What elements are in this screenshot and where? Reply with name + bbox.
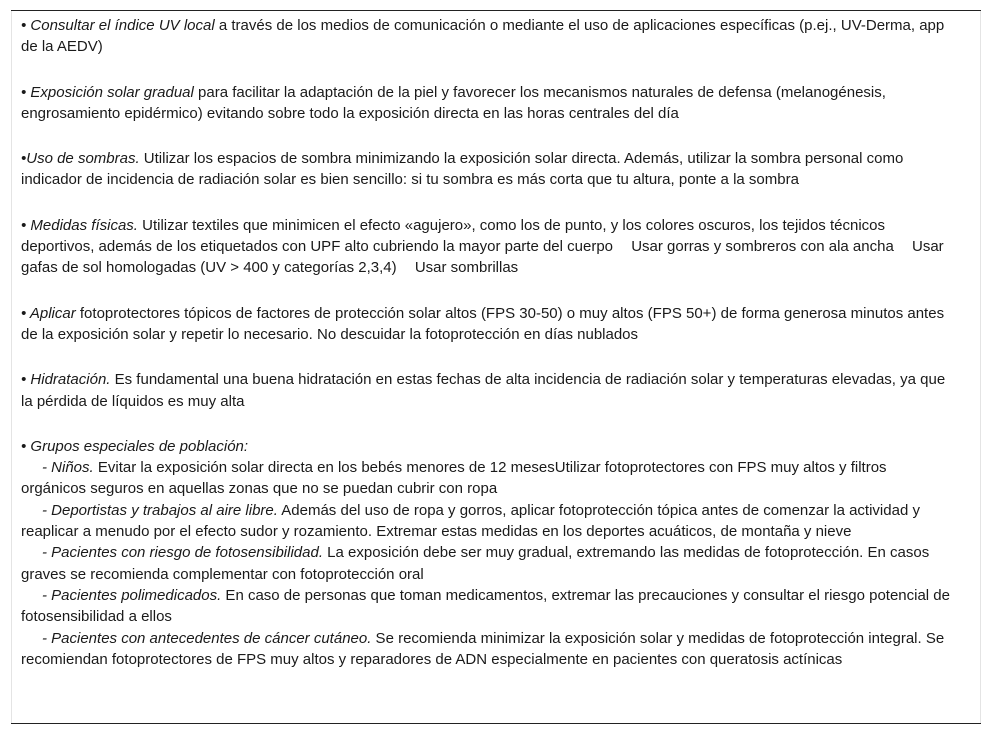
- item-text: Utilizar los espacios de sombra minimizando la exposición solar directa. Además, utilizar la sombra personal como indicador de incidencia de radiación solar es bien sencillo: si tu sombra es más corta que tu altura, ponte a la sombra: [21, 150, 904, 189]
- group-children: [21, 457, 951, 500]
- group-skin-cancer-history: [21, 628, 951, 671]
- group-text: Además del uso de ropa y gorros, aplicar fotoprotección tópica antes de comenzar la actividad y reaplicar a menudo por el efecto sudor y rozamiento. Extremar estas medidas en los deportes acuáticos, de montaña y nieve: [21, 501, 920, 541]
- item-lead: • Medidas físicas.: [21, 216, 138, 234]
- item-umbrellas: Usar sombrillas: [414, 259, 519, 277]
- item-special-groups: [21, 436, 951, 670]
- item-hats: Usar gorras y sombreros con ala ancha: [631, 238, 894, 256]
- item-lead: • Aplicar: [21, 304, 76, 322]
- group-lead: - Niños.: [42, 459, 94, 477]
- item-glasses: Usar gafas de sol homologadas (UV > 400 y categorías 2,3,4): [21, 238, 944, 277]
- item-physical-measures: [21, 215, 951, 279]
- group-text: Se recomienda minimizar la exposición solar y medidas de fotoprotección integral. Se recomiendan fotoprotectores de FPS muy altos y reparadores de ADN especialmente en pacientes con queratosis actínicas: [21, 629, 945, 668]
- item-text: Utilizar textiles que minimicen el efecto «agujero», como los de punto, y los colores oscuros, los tejidos técnicos deportivos, además de los etiquetados con UPF alto cubriendo la mayor parte del cuerpo: [21, 216, 885, 256]
- recommendations-cell: [21, 15, 951, 670]
- item-apply-sunscreen: [21, 303, 951, 346]
- item-gradual-exposure: [21, 82, 951, 125]
- item-lead: •Uso de sombras.: [21, 150, 140, 168]
- item-hydration: [21, 369, 951, 412]
- recommendations-table: [11, 10, 981, 724]
- group-text: Evitar la exposición solar directa en los bebés menores de 12 mesesUtilizar fotoprotectores con FPS muy altos y filtros orgánicos seguros en aquellas zonas que no se puedan cubrir con ropa: [21, 459, 887, 498]
- item-text: a través de los medios de comunicación o mediante el uso de aplicaciones específicas (p.ej., UV-Derma, app de la AEDV): [21, 17, 945, 56]
- item-lead: • Exposición solar gradual: [21, 83, 194, 101]
- group-text: La exposición debe ser muy gradual, extremando las medidas de fotoprotección. En casos graves se recomienda complementar con fotoprotección oral: [21, 544, 930, 583]
- group-lead: - Pacientes con riesgo de fotosensibilidad.: [42, 544, 324, 562]
- item-lead: • Hidratación.: [21, 371, 111, 389]
- item-uv-index: [21, 15, 951, 58]
- group-photosensitivity: [21, 542, 951, 585]
- group-polymedicated: [21, 585, 951, 628]
- groups-lead: • Grupos especiales de población:: [21, 437, 249, 455]
- item-shade: [21, 148, 951, 191]
- group-athletes: [21, 500, 951, 543]
- group-text: En caso de personas que toman medicamentos, extremar las precauciones y consultar el riesgo potencial de fotosensibilidad a ellos: [21, 586, 950, 626]
- item-lead: • Consultar el índice UV local: [21, 17, 215, 34]
- item-text: fotoprotectores tópicos de factores de protección solar altos (FPS 30-50) o muy altos (FPS 50+) de forma generosa minutos antes de la exposición solar y repetir lo necesario. No descuidar la fotoprotección en días nublados: [21, 304, 945, 343]
- group-lead: - Pacientes con antecedentes de cáncer cutáneo.: [42, 629, 372, 647]
- group-lead: - Deportistas y trabajos al aire libre.: [42, 501, 278, 519]
- group-lead: - Pacientes polimedicados.: [42, 586, 222, 604]
- item-text: Es fundamental una buena hidratación en estas fechas de alta incidencia de radiación solar y temperaturas elevadas, ya que la pérdida de líquidos es muy alta: [21, 371, 946, 410]
- item-text: para facilitar la adaptación de la piel y favorecer los mecanismos naturales de defensa (melanogénesis, engrosamiento epidérmico) evitando sobre todo la exposición directa en las horas centrales del día: [21, 83, 886, 122]
- groups-heading: [21, 436, 951, 457]
